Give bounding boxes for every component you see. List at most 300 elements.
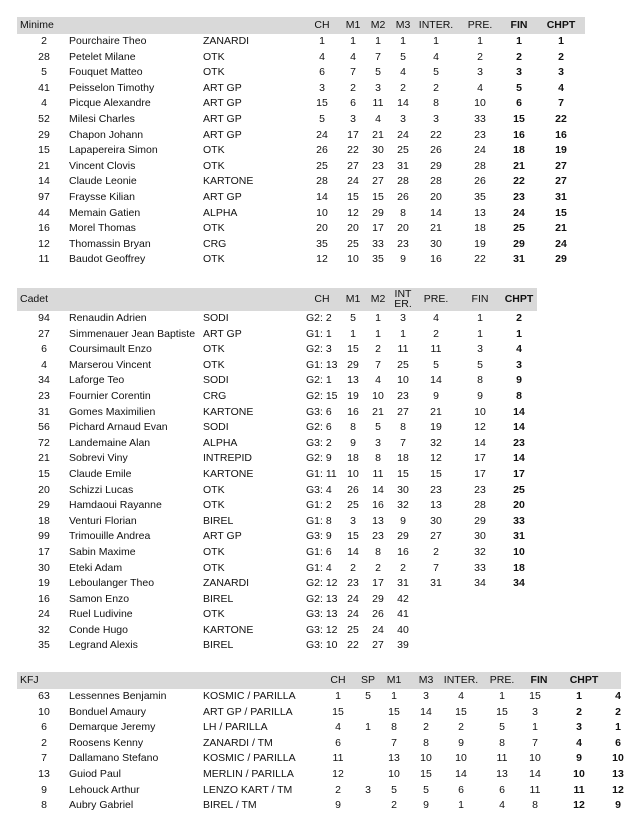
result-cell: 4 <box>433 50 439 63</box>
result-cell: 14 <box>420 705 432 718</box>
team-name: BIREL <box>203 592 234 605</box>
result-cell: 11 <box>529 783 541 796</box>
driver-name: Fraysse Kilian <box>69 190 135 203</box>
result-cell: 10 <box>513 545 525 558</box>
result-cell: 5 <box>350 312 356 324</box>
column-header: PRE. <box>489 674 515 686</box>
result-cell: 22 <box>347 144 359 157</box>
result-cell: 25 <box>347 499 359 512</box>
result-cell: 27 <box>347 159 359 172</box>
result-cell: 18 <box>347 452 359 465</box>
result-cell: 28 <box>474 159 486 172</box>
team-name: OTK <box>203 561 225 574</box>
result-cell: 4 <box>516 343 522 356</box>
result-cell: 5 <box>433 66 439 79</box>
result-cell: 9 <box>477 389 483 402</box>
table-row <box>17 467 537 483</box>
group-cell: G3: 10 <box>306 639 338 652</box>
result-cell: 28 <box>430 175 442 188</box>
result-cell: 23 <box>513 436 525 449</box>
number-cell: 32 <box>38 623 50 636</box>
team-name: ZANARDI / TM <box>203 736 273 749</box>
driver-name: Ruel Ludivine <box>69 608 133 621</box>
result-cell: 11 <box>332 752 344 765</box>
result-cell: 31 <box>555 190 567 203</box>
team-name: OTK <box>203 499 225 512</box>
driver-name: Milesi Charles <box>69 112 135 125</box>
result-cell: 7 <box>375 50 381 63</box>
result-cell: 3 <box>477 343 483 356</box>
column-header: PRE. <box>423 293 449 305</box>
result-cell: 21 <box>555 222 567 235</box>
team-name: ART GP <box>203 190 242 203</box>
result-cell: 2 <box>400 81 406 94</box>
group-cell: G1: 2 <box>306 499 332 512</box>
result-cell: 12 <box>612 783 624 796</box>
result-cell: 15 <box>347 530 359 543</box>
number-cell: 20 <box>38 483 50 496</box>
result-cell: 32 <box>397 499 409 512</box>
team-name: KOSMIC / PARILLA <box>203 752 296 765</box>
result-cell: 10 <box>372 389 384 402</box>
team-name: OTK <box>203 50 225 63</box>
result-cell: 1 <box>532 721 538 734</box>
result-cell: 1 <box>558 35 564 47</box>
result-cell: 1 <box>400 327 406 340</box>
table-row <box>17 50 585 66</box>
result-cell: 13 <box>430 499 442 512</box>
group-cell: G3: 13 <box>306 608 338 621</box>
table-row <box>17 561 537 577</box>
table-row <box>17 190 585 206</box>
number-cell: 72 <box>38 436 50 449</box>
result-cell: 1 <box>477 312 483 324</box>
number-cell: 9 <box>41 783 47 796</box>
result-cell: 9 <box>433 389 439 402</box>
result-cell: 4 <box>477 81 483 94</box>
result-cell: 25 <box>316 159 328 172</box>
result-cell: 10 <box>347 467 359 480</box>
result-cell: 29 <box>397 530 409 543</box>
group-cell: G2: 12 <box>306 577 338 590</box>
number-cell: 19 <box>38 577 50 590</box>
result-cell: 9 <box>400 514 406 527</box>
column-header-inter-bottom: ER. <box>394 298 412 310</box>
result-cell: 1 <box>615 721 621 734</box>
result-cell: 3 <box>516 66 522 79</box>
team-name: KARTONE <box>203 467 254 480</box>
result-cell: 12 <box>347 206 359 219</box>
result-cell: 15 <box>347 190 359 203</box>
result-cell: 26 <box>347 483 359 496</box>
number-cell: 6 <box>41 721 47 734</box>
column-header: CHPT <box>569 674 599 686</box>
table-row <box>17 81 585 97</box>
column-header: CH <box>314 19 330 31</box>
result-cell: 3 <box>375 436 381 449</box>
minime-table <box>17 17 585 268</box>
result-cell: 26 <box>316 144 328 157</box>
result-cell: 33 <box>474 112 486 125</box>
result-cell: 1 <box>375 327 381 340</box>
driver-name: Claude Emile <box>69 467 132 480</box>
table-row <box>17 498 537 514</box>
result-cell: 19 <box>347 389 359 402</box>
table-row <box>17 65 585 81</box>
table-row <box>17 174 585 190</box>
table-row <box>17 767 624 783</box>
column-header: M1 <box>345 19 361 31</box>
result-cell: 1 <box>477 35 483 47</box>
column-header: CHPT <box>546 19 576 31</box>
result-cell: 2 <box>516 312 522 324</box>
result-cell: 6 <box>319 66 325 79</box>
team-name: KARTONE <box>203 623 254 636</box>
result-cell: 30 <box>474 530 486 543</box>
result-cell: 8 <box>400 421 406 434</box>
team-name: ALPHA <box>203 436 238 449</box>
result-cell: 25 <box>513 222 525 235</box>
group-cell: G1: 13 <box>306 358 338 371</box>
table-row <box>17 327 537 343</box>
result-cell: 10 <box>474 405 486 418</box>
driver-name: Baudot Geoffrey <box>69 253 146 266</box>
number-cell: 18 <box>38 514 50 527</box>
number-cell: 17 <box>38 545 50 558</box>
team-name: SODI <box>203 312 229 324</box>
result-cell: 14 <box>347 545 359 558</box>
result-cell: 15 <box>420 767 432 780</box>
number-cell: 14 <box>38 175 50 188</box>
result-cell: 18 <box>474 222 486 235</box>
result-cell: 7 <box>532 736 538 749</box>
result-cell: 7 <box>433 561 439 574</box>
result-cell: 2 <box>400 561 406 574</box>
result-cell: 41 <box>397 608 409 621</box>
result-cell: 3 <box>400 312 406 324</box>
result-cell: 27 <box>555 175 567 188</box>
number-cell: 15 <box>38 467 50 480</box>
result-cell: 33 <box>513 514 525 527</box>
result-cell: 31 <box>513 530 525 543</box>
column-header: M2 <box>370 19 386 31</box>
team-name: CRG <box>203 389 227 402</box>
driver-name: Hamdaoui Rayanne <box>69 499 162 512</box>
team-name: OTK <box>203 608 225 621</box>
result-cell: 40 <box>397 623 409 636</box>
table-row <box>17 689 621 705</box>
result-cell: 6 <box>516 97 522 110</box>
driver-name: Bonduel Amaury <box>69 705 147 718</box>
table-row <box>17 237 585 253</box>
table-row <box>17 798 621 814</box>
group-cell: G1: 11 <box>306 467 337 480</box>
result-cell: 25 <box>347 623 359 636</box>
result-cell: 8 <box>477 374 483 387</box>
result-cell: 3 <box>532 705 538 718</box>
team-name: OTK <box>203 253 225 266</box>
result-cell: 1 <box>391 690 397 702</box>
column-header: M3 <box>395 19 411 31</box>
column-header: CH <box>330 674 346 686</box>
driver-name: Memain Gatien <box>69 206 141 219</box>
result-cell: 7 <box>391 736 397 749</box>
result-cell: 3 <box>423 690 429 702</box>
result-cell: 32 <box>430 436 442 449</box>
team-name: KARTONE <box>203 405 254 418</box>
driver-name: Petelet Milane <box>69 50 136 63</box>
result-cell: 1 <box>335 690 341 702</box>
result-cell: 17 <box>513 467 525 480</box>
team-name: LENZO KART / TM <box>203 783 293 796</box>
result-cell: 11 <box>496 752 508 765</box>
table-row <box>17 405 537 421</box>
result-cell: 30 <box>397 483 409 496</box>
result-cell: 11 <box>397 343 409 356</box>
team-name: ART GP / PARILLA <box>203 705 293 718</box>
result-cell: 1 <box>400 35 406 47</box>
result-cell: 35 <box>474 190 486 203</box>
result-cell: 23 <box>513 190 525 203</box>
table-row <box>17 483 537 499</box>
team-name: ART GP <box>203 128 242 141</box>
result-cell: 15 <box>397 467 409 480</box>
table-row <box>17 514 537 530</box>
driver-name: Morel Thomas <box>69 222 136 235</box>
result-cell: 15 <box>455 705 467 718</box>
number-cell: 11 <box>38 253 50 266</box>
result-cell: 4 <box>499 799 505 812</box>
driver-name: Fouquet Matteo <box>69 66 143 79</box>
result-cell: 4 <box>458 690 464 702</box>
result-cell: 23 <box>372 530 384 543</box>
team-name: OTK <box>203 343 225 356</box>
column-header: PRE. <box>467 19 493 31</box>
result-cell: 14 <box>513 421 525 434</box>
result-cell: 22 <box>347 639 359 652</box>
table-row <box>17 112 585 128</box>
result-cell: 3 <box>516 358 522 371</box>
column-header: FIN <box>471 293 489 305</box>
table-row <box>17 143 585 159</box>
result-cell: 20 <box>513 499 525 512</box>
column-header-inter-top: INT <box>394 288 412 300</box>
result-cell: 31 <box>430 577 442 590</box>
number-cell: 97 <box>38 190 50 203</box>
result-cell: 30 <box>372 144 384 157</box>
result-cell: 19 <box>430 421 442 434</box>
column-header: FIN <box>530 674 548 686</box>
result-cell: 2 <box>458 721 464 734</box>
result-cell: 4 <box>558 81 564 94</box>
result-cell: 2 <box>615 705 621 718</box>
result-cell: 16 <box>430 253 442 266</box>
result-cell: 8 <box>499 736 505 749</box>
table-row <box>17 529 537 545</box>
driver-name: Simmenauer Jean Baptiste <box>69 327 196 340</box>
result-cell: 1 <box>576 690 582 702</box>
result-cell: 8 <box>433 97 439 110</box>
number-cell: 4 <box>41 97 47 110</box>
result-cell: 1 <box>458 799 464 812</box>
driver-name: Sabin Maxime <box>69 545 136 558</box>
number-cell: 29 <box>38 128 50 141</box>
result-cell: 5 <box>477 358 483 371</box>
result-cell: 24 <box>347 608 359 621</box>
driver-name: Picque Alexandre <box>69 97 151 110</box>
group-cell: G2: 6 <box>306 421 332 434</box>
result-cell: 42 <box>397 592 409 605</box>
result-cell: 24 <box>474 144 486 157</box>
result-cell: 1 <box>350 327 356 340</box>
number-cell: 56 <box>38 421 50 434</box>
result-cell: 24 <box>555 237 567 250</box>
result-cell: 10 <box>347 253 359 266</box>
result-cell: 33 <box>474 561 486 574</box>
team-name: BIREL <box>203 514 234 527</box>
result-cell: 2 <box>576 705 582 718</box>
result-cell: 16 <box>555 128 567 141</box>
result-cell: 23 <box>430 483 442 496</box>
group-cell: G1: 4 <box>306 561 332 574</box>
result-cell: 21 <box>430 405 442 418</box>
result-cell: 14 <box>316 190 328 203</box>
result-cell: 26 <box>474 175 486 188</box>
table-row <box>17 751 624 767</box>
result-cell: 15 <box>372 190 384 203</box>
number-cell: 99 <box>38 530 50 543</box>
result-cell: 2 <box>350 81 356 94</box>
result-cell: 31 <box>513 253 525 266</box>
group-cell: G3: 4 <box>306 483 332 496</box>
result-cell: 5 <box>516 81 522 94</box>
driver-name: Lessennes Benjamin <box>69 690 167 702</box>
result-cell: 2 <box>433 545 439 558</box>
team-name: ART GP <box>203 97 242 110</box>
result-cell: 4 <box>350 50 356 63</box>
result-cell: 3 <box>558 66 564 79</box>
result-cell: 25 <box>397 358 409 371</box>
result-cell: 4 <box>375 112 381 125</box>
result-cell: 4 <box>433 312 439 324</box>
result-cell: 35 <box>372 253 384 266</box>
column-header: M1 <box>386 674 402 686</box>
result-cell: 29 <box>372 206 384 219</box>
number-cell: 27 <box>38 327 50 340</box>
team-name: KOSMIC / PARILLA <box>203 690 296 702</box>
driver-name: Landemaine Alan <box>69 436 151 449</box>
driver-name: Guiod Paul <box>69 767 121 780</box>
result-cell: 23 <box>347 577 359 590</box>
column-header: M2 <box>370 293 386 305</box>
driver-name: Fournier Corentin <box>69 389 151 402</box>
result-cell: 31 <box>397 159 409 172</box>
number-cell: 41 <box>38 81 50 94</box>
kfj-table <box>17 672 624 814</box>
column-header: FIN <box>510 19 528 31</box>
result-cell: 23 <box>372 159 384 172</box>
driver-name: Eteki Adam <box>69 561 123 574</box>
team-name: OTK <box>203 144 225 157</box>
result-cell: 1 <box>319 35 325 47</box>
group-cell: G2: 13 <box>306 592 338 605</box>
result-cell: 15 <box>332 705 344 718</box>
result-cell: 1 <box>365 721 371 734</box>
result-cell: 19 <box>474 237 486 250</box>
team-name: SODI <box>203 421 229 434</box>
result-cell: 9 <box>423 799 429 812</box>
driver-name: Thomassin Bryan <box>69 237 151 250</box>
driver-name: Chapon Johann <box>69 128 144 141</box>
table-row <box>17 545 537 561</box>
result-cell: 1 <box>516 327 522 340</box>
table-row <box>17 358 537 374</box>
team-name: ZANARDI <box>203 577 250 590</box>
result-cell: 2 <box>558 50 564 63</box>
result-cell: 9 <box>400 253 406 266</box>
driver-name: Trimouille Andrea <box>69 530 151 543</box>
result-cell: 10 <box>316 206 328 219</box>
result-cell: 27 <box>372 639 384 652</box>
result-cell: 15 <box>388 705 400 718</box>
result-cell: 7 <box>375 358 381 371</box>
result-cell: 15 <box>316 97 328 110</box>
table-row <box>17 159 585 175</box>
result-cell: 10 <box>573 767 585 780</box>
result-cell: 13 <box>347 374 359 387</box>
driver-name: Lehouck Arthur <box>69 783 140 796</box>
result-cell: 11 <box>372 467 384 480</box>
result-cell: 22 <box>555 112 567 125</box>
result-cell: 4 <box>375 374 381 387</box>
driver-name: Sobrevi Viny <box>69 452 128 465</box>
result-cell: 13 <box>496 767 508 780</box>
kfj-header <box>17 672 621 689</box>
result-cell: 23 <box>474 483 486 496</box>
number-cell: 7 <box>41 752 47 765</box>
result-cell: 4 <box>400 66 406 79</box>
number-cell: 10 <box>38 705 50 718</box>
team-name: ALPHA <box>203 206 238 219</box>
result-cell: 15 <box>430 467 442 480</box>
result-cell: 14 <box>455 767 467 780</box>
result-cell: 1 <box>433 35 439 47</box>
number-cell: 34 <box>38 374 50 387</box>
result-cell: 7 <box>350 66 356 79</box>
result-cell: 3 <box>400 112 406 125</box>
result-cell: 4 <box>319 50 325 63</box>
result-cell: 8 <box>350 421 356 434</box>
number-cell: 2 <box>41 35 47 47</box>
result-cell: 27 <box>372 175 384 188</box>
result-cell: 4 <box>615 690 621 702</box>
result-cell: 18 <box>513 561 525 574</box>
result-cell: 5 <box>433 358 439 371</box>
result-cell: 5 <box>423 783 429 796</box>
number-cell: 28 <box>38 50 50 63</box>
table-row <box>17 705 621 721</box>
result-cell: 2 <box>423 721 429 734</box>
result-cell: 11 <box>372 97 384 110</box>
result-cell: 30 <box>430 237 442 250</box>
column-header: SP <box>360 674 376 686</box>
result-cell: 10 <box>388 767 400 780</box>
result-cell: 31 <box>397 577 409 590</box>
result-cell: 5 <box>391 783 397 796</box>
result-cell: 29 <box>430 159 442 172</box>
group-cell: G1: 6 <box>306 545 332 558</box>
result-cell: 9 <box>615 799 621 812</box>
